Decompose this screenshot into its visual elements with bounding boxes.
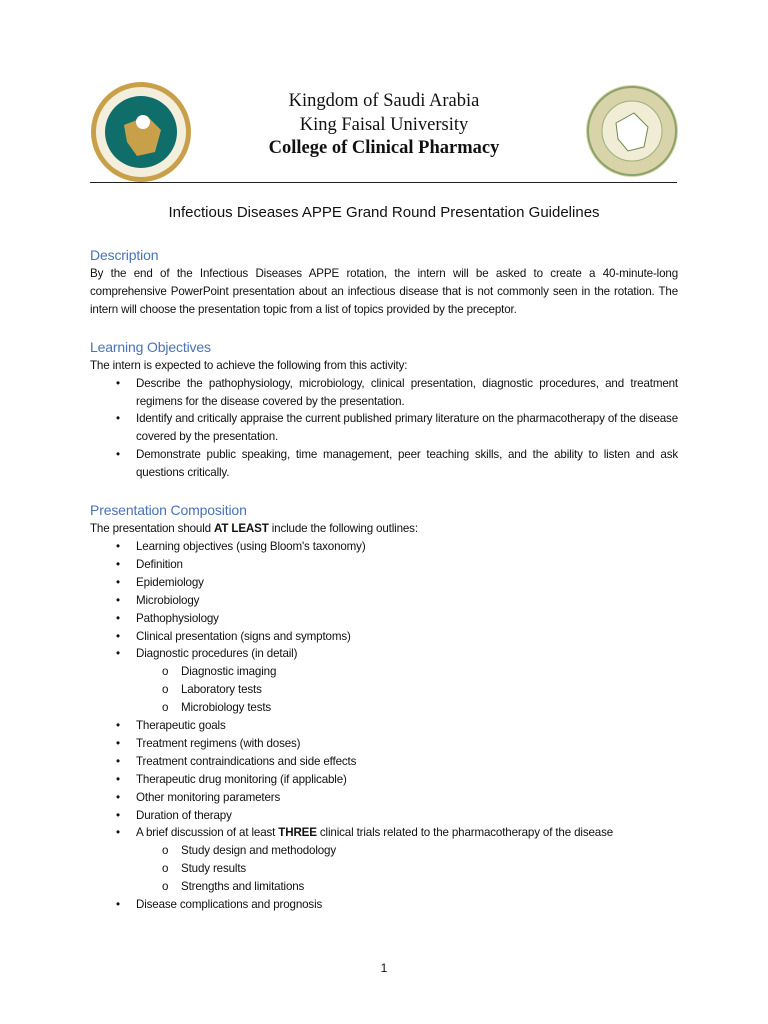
composition-list (90, 538, 678, 914)
list-item (90, 538, 678, 556)
list-item-text: Diagnostic procedures (in detail) (136, 647, 298, 661)
description-section (90, 245, 678, 319)
list-item-text: Clinical presentation (signs and symptoms) (136, 629, 351, 643)
list-item (90, 717, 678, 735)
list-item-text: Microbiology tests (181, 701, 272, 715)
list-item-text: Disease complications and prognosis (136, 898, 323, 912)
list-item-text: THREE (278, 826, 317, 840)
objectives-section (90, 337, 678, 482)
circle-bullet-icon: o (162, 665, 169, 679)
university-name: King Faisal University (299, 114, 469, 135)
bullet-icon: • (116, 790, 120, 804)
bullet-icon: • (116, 826, 120, 840)
bullet-icon: • (116, 754, 120, 768)
list-item-text: Epidemiology (136, 575, 204, 589)
list-item (90, 556, 678, 574)
bullet-icon: • (116, 772, 120, 786)
list-item-text: Study results (181, 862, 247, 876)
kfu-seal-logo (89, 80, 193, 184)
list-item-text: Treatment contraindications and side effects (136, 754, 357, 768)
bullet-icon: • (116, 412, 120, 426)
list-item-text: Definition (136, 557, 183, 571)
objectives-intro: The intern is expected to achieve the following from this activity: (90, 358, 408, 372)
section-heading: Description (90, 247, 159, 263)
bullet-icon: • (116, 629, 120, 643)
bullet-icon: • (116, 593, 120, 607)
list-item-text: Therapeutic goals (136, 719, 226, 733)
bullet-icon: • (116, 575, 120, 589)
list-item (90, 789, 678, 807)
document-body (90, 245, 678, 932)
list-item-text: Treatment regimens (with doses) (136, 736, 301, 750)
college-name: College of Clinical Pharmacy (268, 138, 500, 158)
sub-list-item (90, 681, 678, 699)
circle-bullet-icon: o (162, 701, 169, 715)
bullet-icon: • (116, 611, 120, 625)
list-item (90, 807, 678, 825)
sub-list-item (90, 878, 678, 896)
page-number: 1 (380, 961, 388, 975)
header-divider (90, 182, 677, 183)
bullet-icon: • (116, 448, 120, 462)
sub-list-item (90, 699, 678, 717)
sub-list-item (90, 860, 678, 878)
country-name: Kingdom of Saudi Arabia (288, 91, 480, 111)
list-item-text: Learning objectives (using Bloom's taxonomy) (136, 539, 366, 553)
bullet-icon: • (116, 376, 120, 390)
list-item (90, 592, 678, 610)
list-item-text: Therapeutic drug monitoring (if applicable) (136, 772, 347, 786)
list-item-text: Laboratory tests (181, 683, 262, 697)
list-item-text: Study design and methodology (181, 844, 337, 858)
bullet-icon: • (116, 647, 120, 661)
list-item (90, 610, 678, 628)
bullet-icon: • (116, 808, 120, 822)
list-item-text: Describe the pathophysiology, microbiology, clinical presentation, diagnostic procedures, and treatment regimens for the disease covered by the presentation. (136, 376, 678, 408)
list-item (90, 574, 678, 592)
list-item (90, 410, 678, 446)
list-item-text: Pathophysiology (136, 611, 219, 625)
circle-bullet-icon: o (162, 862, 169, 876)
list-item (90, 628, 678, 646)
bullet-icon: • (116, 736, 120, 750)
list-item-text: A brief discussion of at least (136, 826, 279, 840)
composition-intro: The presentation should AT LEAST include the following outlines: (90, 522, 418, 536)
list-item-text: Duration of therapy (136, 808, 232, 822)
bullet-icon: • (116, 557, 120, 571)
bullet-icon: • (116, 539, 120, 553)
list-item (90, 824, 678, 842)
list-item (90, 735, 678, 753)
section-heading: Presentation Composition (90, 502, 247, 519)
list-item (90, 645, 678, 663)
section-heading: Learning Objectives (90, 338, 211, 355)
sub-list-item (90, 663, 678, 681)
sub-list-item (90, 842, 678, 860)
list-item-text: Microbiology (136, 593, 200, 607)
objectives-list (90, 375, 678, 482)
composition-section (90, 500, 678, 914)
bullet-icon: • (116, 719, 120, 733)
list-item (90, 771, 678, 789)
document-title: Infectious Diseases APPE Grand Round Presentation Guidelines (168, 204, 600, 221)
description-text: By the end of the Infectious Diseases APPE rotation, the intern will be asked to create a 40-minute-long comprehensive PowerPoint presentation about an infectious disease that is not commonly seen in the rotation. The intern will choose the presentation topic from a list of topics provided by the preceptor. (90, 267, 678, 316)
list-item (90, 753, 678, 771)
list-item-text: clinical trials related to the pharmacotherapy of the disease (316, 826, 614, 840)
circle-bullet-icon: o (162, 844, 169, 858)
list-item-text: Other monitoring parameters (136, 790, 281, 804)
bullet-icon: • (116, 898, 120, 912)
institution-header (200, 90, 568, 161)
list-item (90, 896, 678, 914)
list-item-text: Strengths and limitations (181, 880, 305, 894)
list-item (90, 446, 678, 482)
kfu-arabic-seal-logo (584, 83, 680, 179)
list-item-text: Demonstrate public speaking, time management, peer teaching skills, and the ability to listen and ask questions critically. (136, 448, 678, 480)
list-item-text: Diagnostic imaging (181, 665, 277, 679)
list-item-text: Identify and critically appraise the current published primary literature on the pharmacotherapy of the disease covered by the presentation. (136, 412, 678, 444)
circle-bullet-icon: o (162, 880, 169, 894)
circle-bullet-icon: o (162, 683, 169, 697)
list-item (90, 375, 678, 411)
